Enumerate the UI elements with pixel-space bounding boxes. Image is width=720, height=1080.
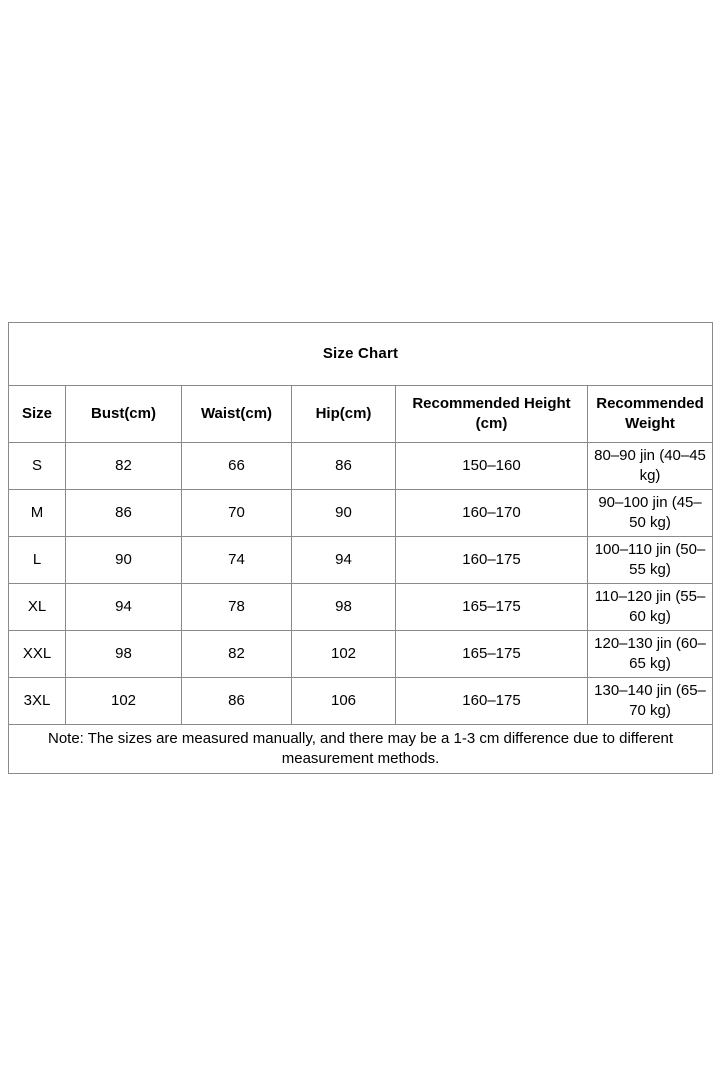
cell-height: 160–175 xyxy=(396,678,588,725)
table-row-m xyxy=(9,490,713,537)
cell-size: XL xyxy=(9,584,66,631)
cell-weight: 100–110 jin (50–55 kg) xyxy=(588,537,713,584)
table-row-s xyxy=(9,443,713,490)
cell-waist: 82 xyxy=(182,631,292,678)
cell-hip: 98 xyxy=(292,584,396,631)
cell-hip: 86 xyxy=(292,443,396,490)
cell-weight: 120–130 jin (60–65 kg) xyxy=(588,631,713,678)
cell-size: 3XL xyxy=(9,678,66,725)
cell-waist: 70 xyxy=(182,490,292,537)
cell-hip: 102 xyxy=(292,631,396,678)
table-note: Note: The sizes are measured manually, and there may be a 1-3 cm difference due to different measurement methods. xyxy=(9,725,713,774)
cell-weight: 80–90 jin (40–45 kg) xyxy=(588,443,713,490)
cell-bust: 86 xyxy=(66,490,182,537)
cell-hip: 90 xyxy=(292,490,396,537)
table-title: Size Chart xyxy=(9,323,713,386)
cell-weight: 110–120 jin (55–60 kg) xyxy=(588,584,713,631)
column-header-waist: Waist(cm) xyxy=(182,386,292,443)
cell-hip: 106 xyxy=(292,678,396,725)
table-row-l xyxy=(9,537,713,584)
cell-waist: 86 xyxy=(182,678,292,725)
column-header-bust: Bust(cm) xyxy=(66,386,182,443)
cell-weight: 90–100 jin (45–50 kg) xyxy=(588,490,713,537)
size-chart-table xyxy=(8,322,713,774)
column-header-hip: Hip(cm) xyxy=(292,386,396,443)
cell-waist: 74 xyxy=(182,537,292,584)
header-row xyxy=(9,386,713,443)
cell-bust: 82 xyxy=(66,443,182,490)
column-header-height: Recommended Height (cm) xyxy=(396,386,588,443)
cell-height: 160–175 xyxy=(396,537,588,584)
cell-height: 165–175 xyxy=(396,584,588,631)
cell-height: 160–170 xyxy=(396,490,588,537)
cell-height: 165–175 xyxy=(396,631,588,678)
column-header-weight: Recommended Weight xyxy=(588,386,713,443)
cell-height: 150–160 xyxy=(396,443,588,490)
table-row-xl xyxy=(9,584,713,631)
cell-size: M xyxy=(9,490,66,537)
cell-size: L xyxy=(9,537,66,584)
cell-bust: 90 xyxy=(66,537,182,584)
cell-size: S xyxy=(9,443,66,490)
cell-hip: 94 xyxy=(292,537,396,584)
cell-weight: 130–140 jin (65–70 kg) xyxy=(588,678,713,725)
cell-size: XXL xyxy=(9,631,66,678)
title-row xyxy=(9,323,713,386)
note-row xyxy=(9,725,713,774)
cell-waist: 78 xyxy=(182,584,292,631)
table-row-xxl xyxy=(9,631,713,678)
cell-waist: 66 xyxy=(182,443,292,490)
cell-bust: 98 xyxy=(66,631,182,678)
cell-bust: 94 xyxy=(66,584,182,631)
table-row-3xl xyxy=(9,678,713,725)
column-header-size: Size xyxy=(9,386,66,443)
cell-bust: 102 xyxy=(66,678,182,725)
